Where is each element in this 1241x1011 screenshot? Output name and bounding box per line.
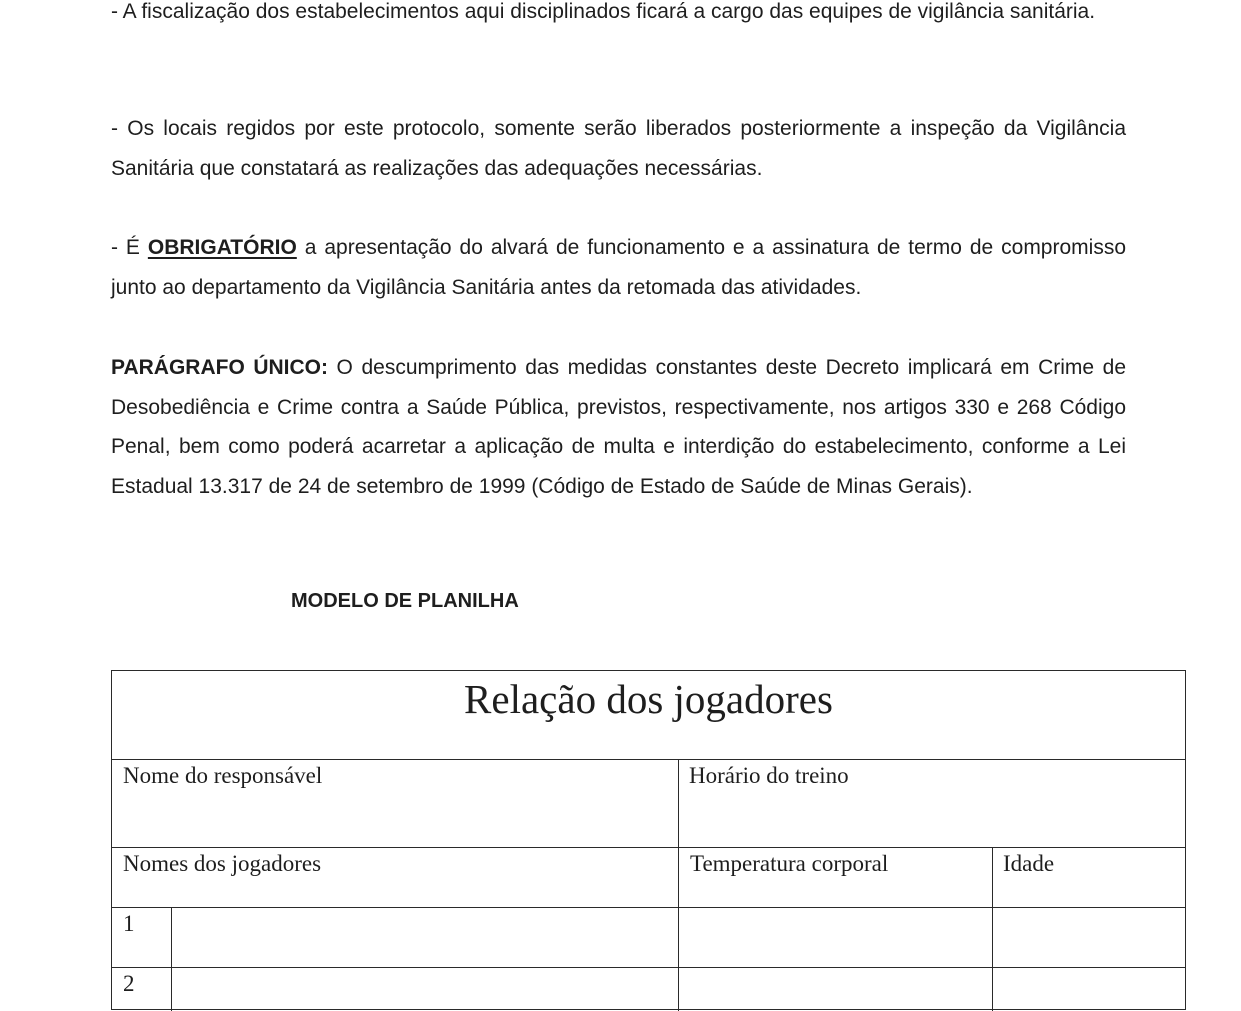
row-number: 1: [123, 911, 135, 936]
mandatory-prefix: - É: [111, 236, 148, 259]
grid-line: [112, 967, 1185, 968]
players-spreadsheet: [111, 670, 1186, 1010]
sole-paragraph-text: O descumprimento das medidas constantes deste Decreto implicará em Crime de Desobediência e Crime contra a Saúde Pública, previstos, respectivamente, nos artigos 330 e 268 Código Penal, bem como poderá acarretar a aplicação de multa e interdição do estabelecimento, conforme a Lei Estadual 13.317 de 24 de setembro de 1999 (Código de Estado de Saúde de Minas Gerais).: [111, 356, 1127, 498]
grid-line: [171, 907, 172, 1011]
paragraph-inspection: - A fiscalização dos estabelecimentos aqui disciplinados ficará a cargo das equipes de vigilância sanitária.: [111, 0, 1096, 23]
mandatory-emphasis: OBRIGATÓRIO: [147, 236, 297, 259]
body-temperature-label: Temperatura corporal: [690, 851, 889, 876]
sole-paragraph-label: PARÁGRAFO ÚNICO:: [111, 356, 328, 379]
grid-line: [678, 759, 679, 1011]
paragraph-sole: [111, 348, 1126, 506]
grid-line: [112, 907, 1185, 908]
mandatory-text: a apresentação do alvará de funcionamento e a assinatura de termo de compromisso junto ao departamento da Vigilância Sanitária antes da retomada das atividades.: [111, 236, 1126, 299]
spreadsheet-title: Relação dos jogadores: [464, 676, 833, 722]
player-names-label: Nomes dos jogadores: [123, 851, 322, 876]
row-number: 2: [123, 971, 135, 996]
grid-line: [112, 759, 1185, 760]
grid-line: [992, 847, 993, 1011]
age-label: Idade: [1003, 851, 1055, 876]
training-time-label: Horário do treino: [689, 763, 849, 788]
spreadsheet-model-heading: MODELO DE PLANILHA: [291, 590, 519, 612]
responsible-name-label: Nome do responsável: [123, 763, 323, 788]
paragraph-mandatory: [111, 228, 1126, 307]
grid-line: [112, 847, 1185, 848]
paragraph-release: - Os locais regidos por este protocolo, somente serão liberados posteriormente a inspeção da Vigilância Sanitária que constatará as realizações das adequações necessárias.: [111, 117, 1126, 180]
